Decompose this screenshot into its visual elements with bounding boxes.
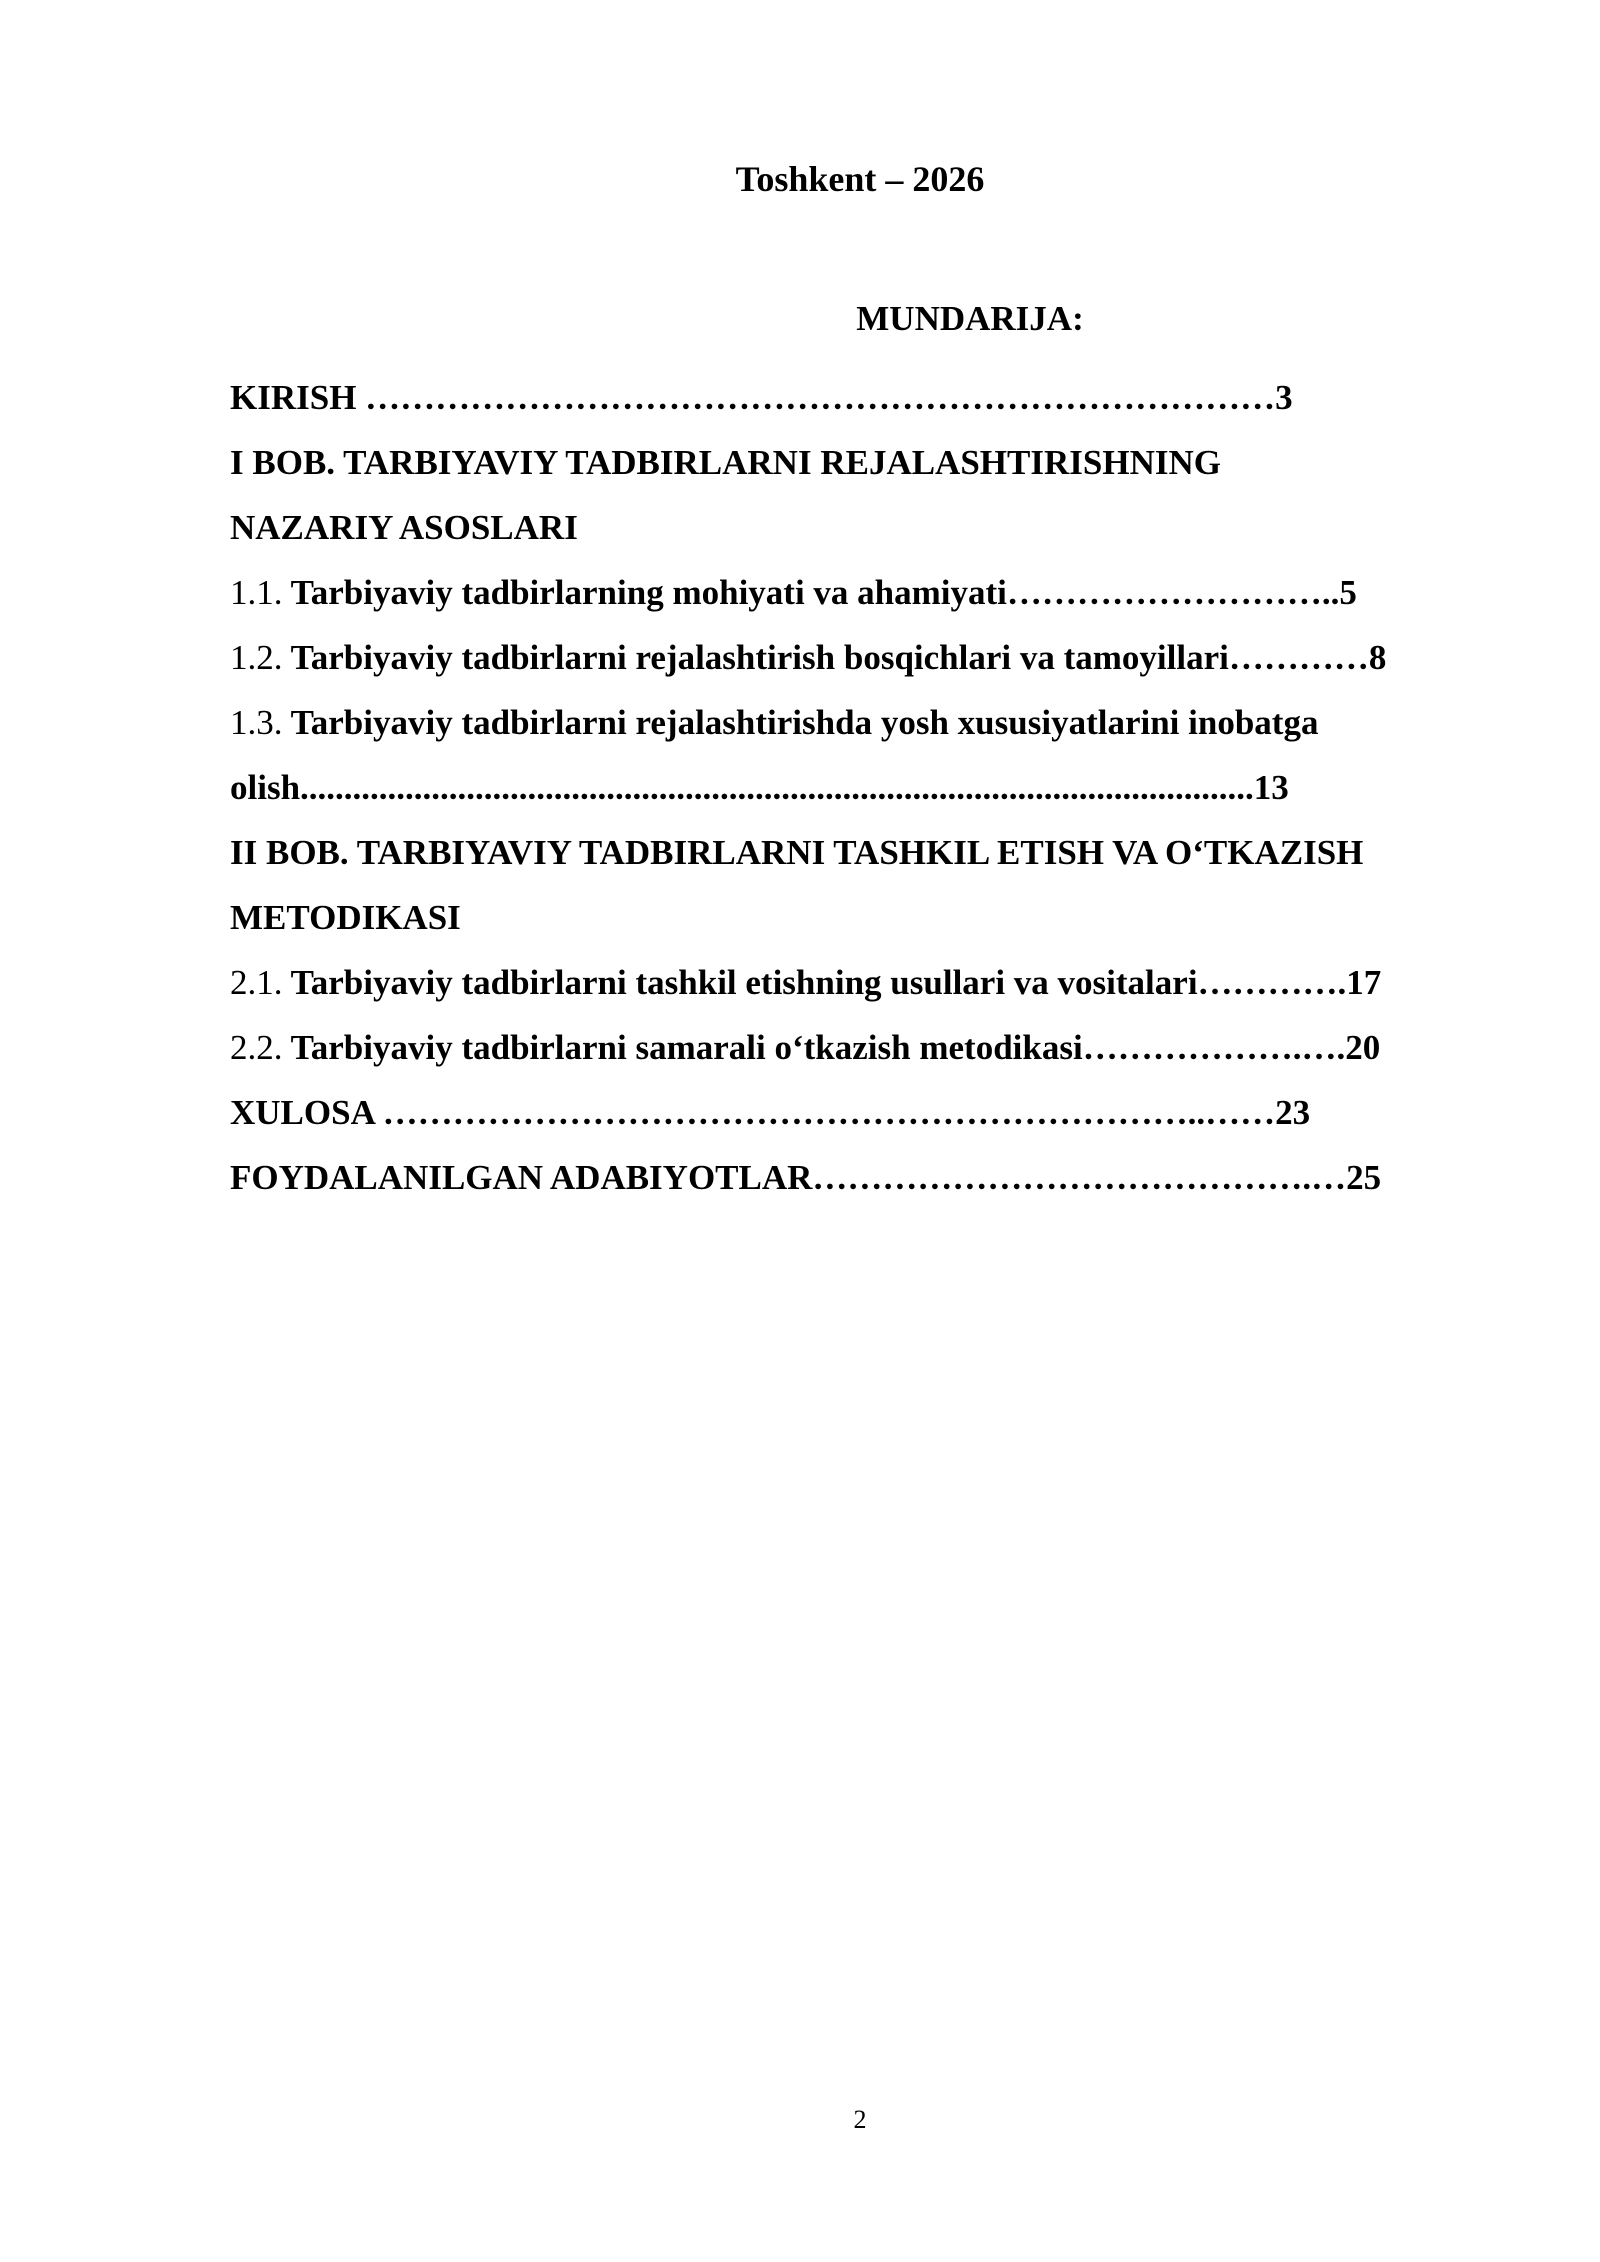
toc-chapter-2-title-cont — [230, 885, 1490, 950]
toc-entry-number: 2.1. — [230, 963, 283, 1002]
toc-chapter-2-title — [230, 820, 1490, 885]
toc-entry-text: I BOB. TARBIYAVIY TADBIRLARNI REJALASHTIRISHNING — [230, 443, 1221, 482]
toc-entry-text: olish.............................................................................................................13 — [230, 768, 1289, 807]
toc-entry-text: Tarbiyaviy tadbirlarni rejalashtirish bosqichlari va tamoyillari…………8 — [282, 638, 1387, 677]
toc-entry-xulosa — [230, 1080, 1490, 1145]
toc-entry-kirish — [230, 365, 1490, 430]
page-number: 2 — [853, 2105, 867, 2134]
city-year-heading: Toshkent – 2026 — [735, 159, 985, 199]
toc-entry-references — [230, 1145, 1490, 1210]
toc-entry-1-3 — [230, 690, 1490, 755]
toc-entry-text: Tarbiyaviy tadbirlarni rejalashtirishda yosh xususiyatlarini inobatga — [282, 703, 1319, 742]
toc-entry-text: II BOB. TARBIYAVIY TADBIRLARNI TASHKIL ETISH VA O‘TKAZISH — [230, 833, 1364, 872]
toc-entry-1-1 — [230, 560, 1490, 625]
toc-entry-text: KIRISH ……………………………………………………………………3 — [230, 378, 1293, 417]
toc-entry-text: FOYDALANILGAN ADABIYOTLAR…………………………………….…25 — [230, 1158, 1382, 1197]
toc-entry-number: 1.2. — [230, 638, 283, 677]
table-of-contents — [230, 365, 1490, 1210]
toc-entry-text: METODIKASI — [230, 898, 461, 937]
toc-entry-number: 1.3. — [230, 703, 283, 742]
toc-entry-text: Tarbiyaviy tadbirlarning mohiyati va ahamiyati………………………..5 — [282, 573, 1357, 612]
toc-chapter-1-title-cont — [230, 495, 1490, 560]
toc-title: MUNDARIJA: — [856, 299, 1084, 338]
toc-entry-number: 1.1. — [230, 573, 283, 612]
toc-entry-text: Tarbiyaviy tadbirlarni samarali o‘tkazish metodikasi……………….….20 — [282, 1028, 1381, 1067]
toc-entry-text: XULOSA ……………………………………………………………..……23 — [230, 1093, 1311, 1132]
toc-chapter-1-title — [230, 430, 1490, 495]
toc-entry-1-2 — [230, 625, 1490, 690]
toc-entry-2-2 — [230, 1015, 1490, 1080]
toc-entry-2-1 — [230, 950, 1490, 1015]
toc-entry-text: Tarbiyaviy tadbirlarni tashkil etishning usullari va vositalari………….17 — [282, 963, 1382, 1002]
toc-entry-1-3-cont — [230, 755, 1490, 820]
toc-entry-number: 2.2. — [230, 1028, 283, 1067]
toc-entry-text: NAZARIY ASOSLARI — [230, 508, 578, 547]
